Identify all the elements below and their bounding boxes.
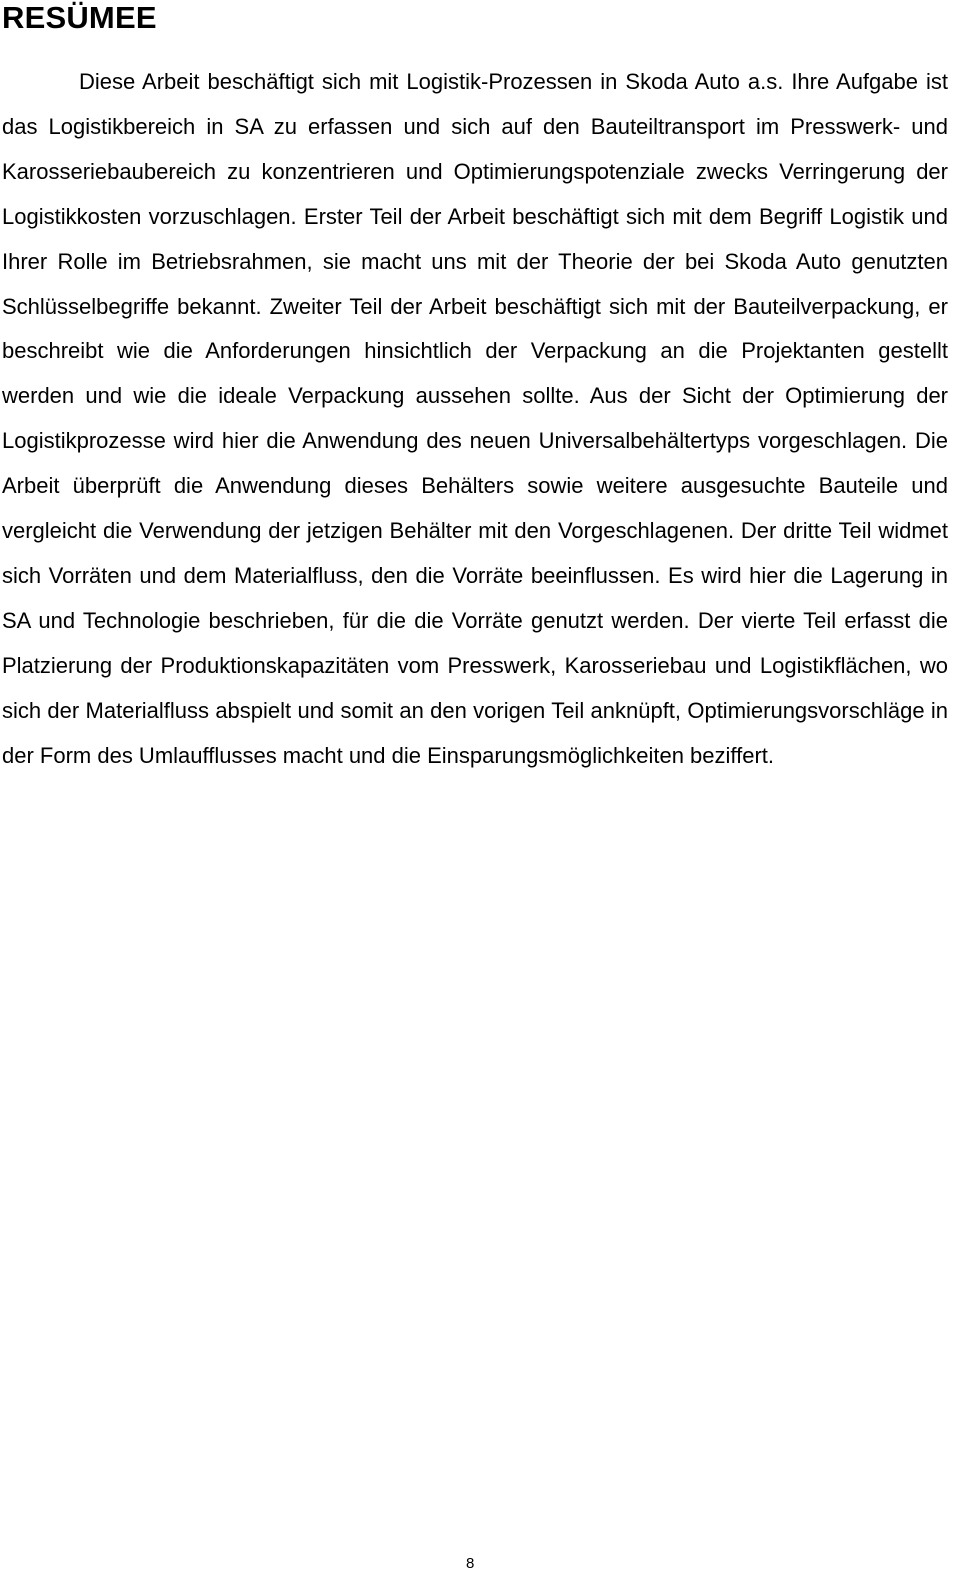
page-title: RESÜMEE (2, 0, 157, 35)
summary-paragraph: Diese Arbeit beschäftigt sich mit Logistik-Prozessen in Skoda Auto a.s. Ihre Aufgabe ist das Logistikbereich in SA zu erfassen und sich auf den Bauteiltransport im Presswerk- und Karosseriebaubereich zu konzentrieren und Optimierungspotenziale zwecks Verringerung der Logistikkosten vorzuschlagen. Erster Teil der Arbeit beschäftigt sich mit dem Begriff Logistik und Ihrer Rolle im Betriebsrahmen, sie macht uns mit der Theorie der bei Skoda Auto genutzten Schlüsselbegriffe bekannt. Zweiter Teil der Arbeit beschäftigt sich mit der Bauteilverpackung, er beschreibt wie die Anforderungen hinsichtlich der Verpackung an die Projektanten gestellt werden und wie die ideale Verpackung aussehen sollte. Aus der Sicht der Optimierung der Logistikprozesse wird hier die Anwendung des neuen Universalbehältertyps vorgeschlagen. Die Arbeit überprüft die Anwendung dieses Behälters sowie weitere ausgesuchte Bauteile und vergleicht die Verwendung der jetzigen Behälter mit den Vorgeschlagenen. Der dritte Teil widmet sich Vorräten und dem Materialfluss, den die Vorräte beeinflussen. Es wird hier die Lagerung in SA und Technologie beschrieben, für die die Vorräte genutzt werden. Der vierte Teil erfasst die Platzierung der Produktionskapazitäten vom Presswerk, Karosseriebau und Logistikflächen, wo sich der Materialfluss abspielt und somit an den vorigen Teil anknüpft, Optimierungsvorschläge in der Form des Umlaufflusses macht und die Einsparungsmöglichkeiten beziffert. (2, 69, 948, 768)
page-number: 8 (466, 1555, 475, 1572)
